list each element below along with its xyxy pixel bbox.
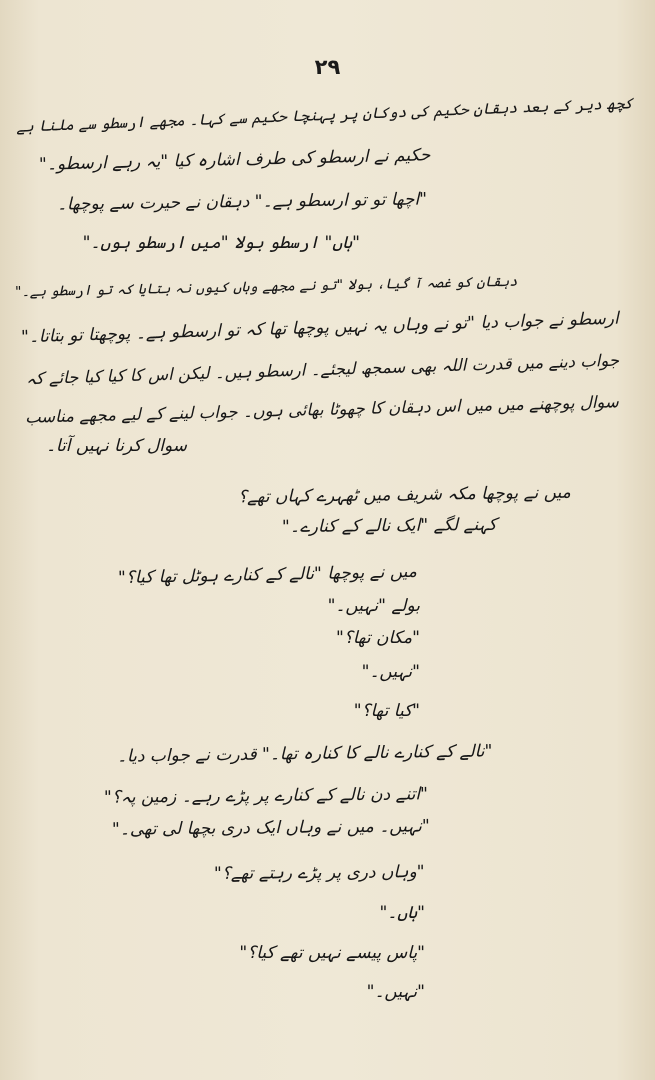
text-line: "نہیں۔": [366, 982, 425, 1002]
text-line: "پاس پیسے نہیں تھے کیا؟": [239, 943, 425, 963]
page-number: ۲۹: [314, 55, 341, 79]
text-line: سوال کرنا نہیں آتا۔: [45, 436, 187, 456]
text-line: دہقان کو غصہ آ گیا، بولا "تو نے مجھے وہاں کیوں نہ بتایا کہ تو ارسطو ہے۔": [14, 273, 518, 301]
text-line: ارسطو نے جواب دیا "تو نے وہاں یہ نہیں پوچھا تھا کہ تو ارسطو ہے۔ پوچھتا تو بتاتا۔": [20, 308, 620, 348]
text-line: "نہیں۔ میں نے وہاں ایک دری بچھا لی تھی۔": [112, 816, 431, 840]
text-line: "مکان تھا؟": [336, 628, 420, 648]
text-line: "اتنے دن نالے کے کنارے پر پڑے رہے۔ زمین پہ؟": [103, 784, 429, 808]
text-line: حکیم نے ارسطو کی طرف اشارہ کیا "یہ رہے ارسطو۔": [38, 145, 431, 175]
text-line: "کیا تھا؟": [353, 701, 420, 721]
text-line: "نالے کے کنارے نالے کا کنارہ تھا۔" قدرت نے جواب دیا۔: [116, 741, 493, 767]
text-line: کچھ دیر کے بعد دہقان حکیم کی دوکان پر پہنچا حکیم سے کہا۔ مجھے ارسطو سے ملنا ہے: [15, 94, 634, 136]
text-line: بولے "نہیں۔": [327, 596, 420, 616]
text-line: میں نے پوچھا مکہ شریف میں ٹھہرے کہاں تھے؟: [237, 482, 572, 508]
text-line: "وہاں دری پر پڑے رہتے تھے؟": [214, 862, 426, 884]
text-line: سوال پوچھنے میں میں اس دہقان کا چھوٹا بھائی ہوں۔ جواب لینے کے لیے مجھے مناسب: [24, 392, 620, 427]
text-line: جواب دینے میں قدرت اللہ بھی سمجھ لیجئے۔ ارسطو ہیں۔ لیکن اس کا کیا کیا جائے کہ: [25, 350, 620, 389]
text-line: "نہیں۔": [361, 662, 420, 682]
text-line: "ہاں۔": [379, 903, 425, 923]
text-line: "ہاں" ارسطو بولا "میں ارسطو ہوں۔": [82, 233, 360, 253]
text-line: کہنے لگے "ایک نالے کے کنارے۔": [282, 514, 498, 538]
text-line: میں نے پوچھا "نالے کے کنارے ہوٹل تھا کیا؟": [117, 561, 418, 589]
text-line: "اچھا تو تو ارسطو ہے۔" دہقان نے حیرت سے پوچھا۔: [56, 189, 428, 215]
